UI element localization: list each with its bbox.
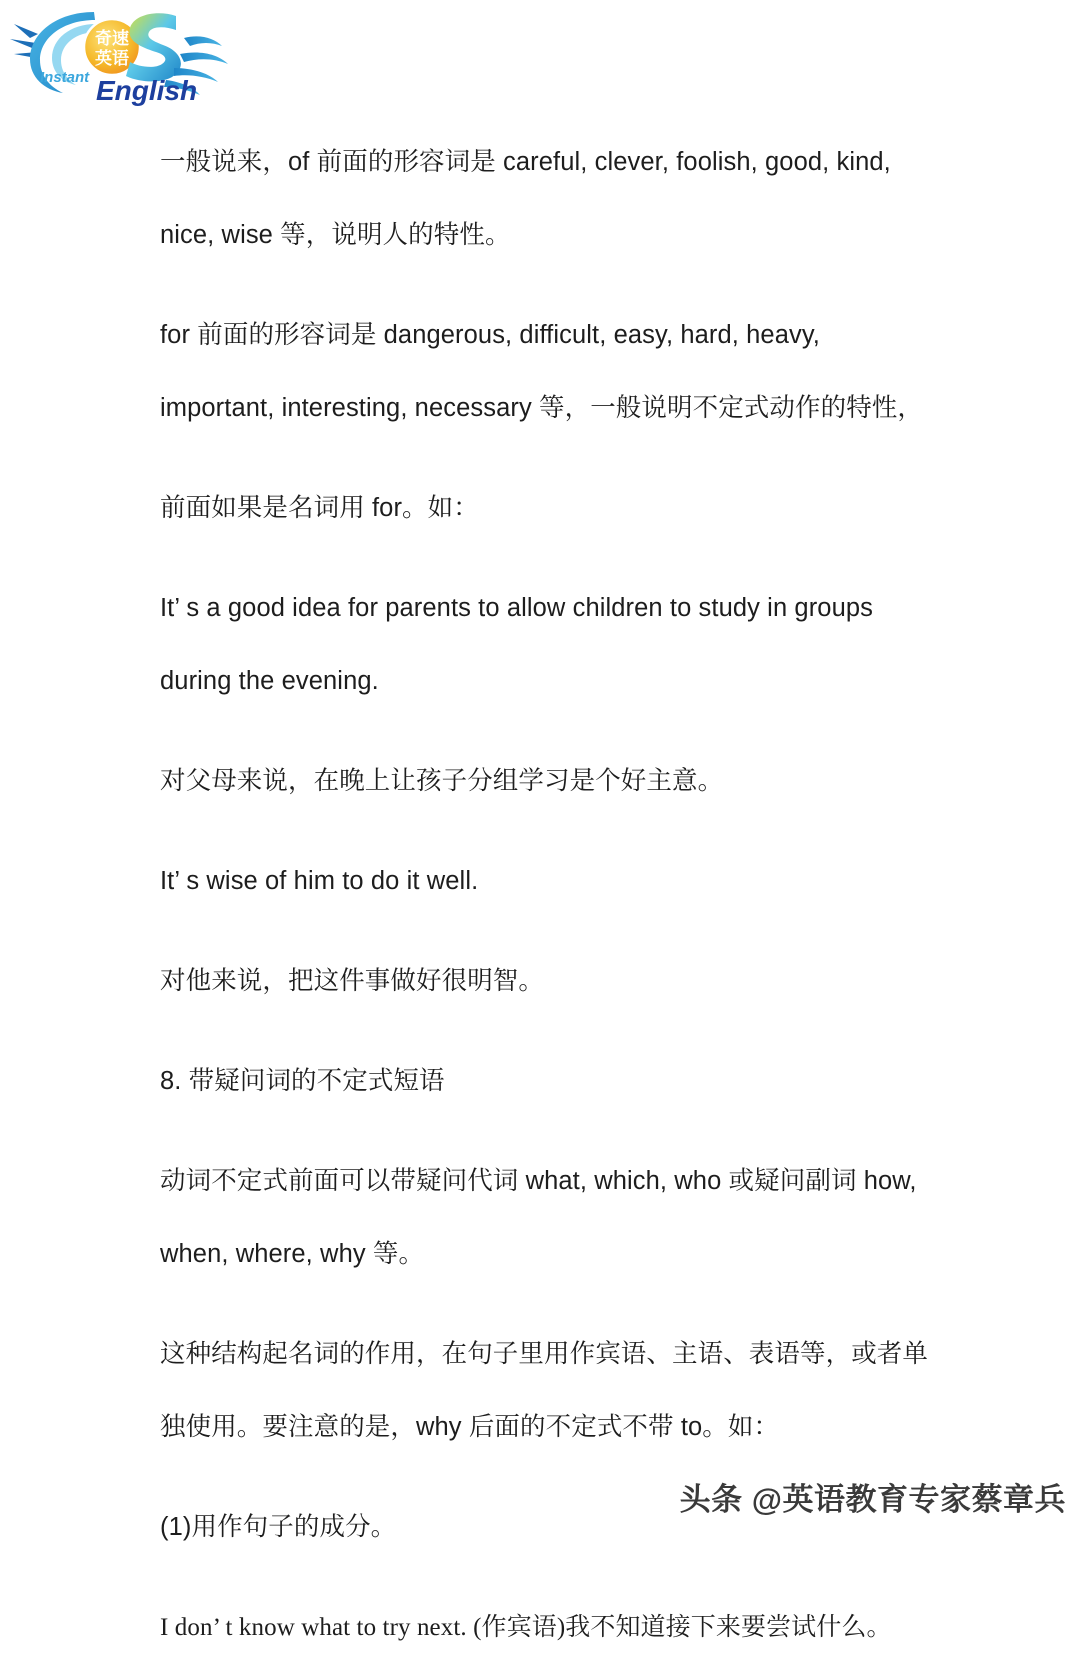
brand-logo <box>8 2 238 107</box>
paragraph-structure-function: 这种结构起名词的作用，在句子里用作宾语、主语、表语等，或者单独使用。要注意的是，why 后面的不定式不带 to。如： <box>160 1340 929 1441</box>
article-body <box>160 126 928 1664</box>
paragraph-of-adjectives: 一般说来，of 前面的形容词是 careful, clever, foolish, good, kind, nice, wise 等，说明人的特性。 <box>160 148 891 249</box>
paragraph-noun-uses-for: 前面如果是名词用 for。如： <box>160 494 479 522</box>
paragraph-example-parents-english: It’ s a good idea for parents to allow children to study in groups during the evening. <box>160 594 873 695</box>
paragraph-example-parents-chinese: 对父母来说，在晚上让孩子分组学习是个好主意。 <box>160 767 724 795</box>
section-heading-8: 8. 带疑问词的不定式短语 <box>160 1067 445 1095</box>
paragraph-for-adjectives: for 前面的形容词是 dangerous, difficult, easy, hard, heavy, important, interesting, necessary 等，一般说明不定式动作的特性， <box>160 321 923 422</box>
paragraph-interrogative-words: 动词不定式前面可以带疑问代词 what, which, who 或疑问副词 how, when, where, why 等。 <box>160 1167 917 1268</box>
logo-tagline-large: English <box>96 75 198 106</box>
paragraph-example-dont-know: I don’ t know what to try next. (作宾语)我不知道接下来要尝试什么。 <box>160 1614 892 1641</box>
footer-watermark: 头条 @英语教育专家蔡章兵 <box>679 1482 1066 1517</box>
list-item-1: (1)用作句子的成分。 <box>160 1513 397 1541</box>
logo-badge-text-bottom: 英语 <box>95 49 129 68</box>
logo-badge-text-top: 奇速 <box>95 29 129 48</box>
paragraph-example-wise-english: It’ s wise of him to do it well. <box>160 867 479 895</box>
logo-tagline-small: Instant <box>40 69 90 86</box>
paragraph-example-wise-chinese: 对他来说，把这件事做好很明智。 <box>160 967 545 995</box>
